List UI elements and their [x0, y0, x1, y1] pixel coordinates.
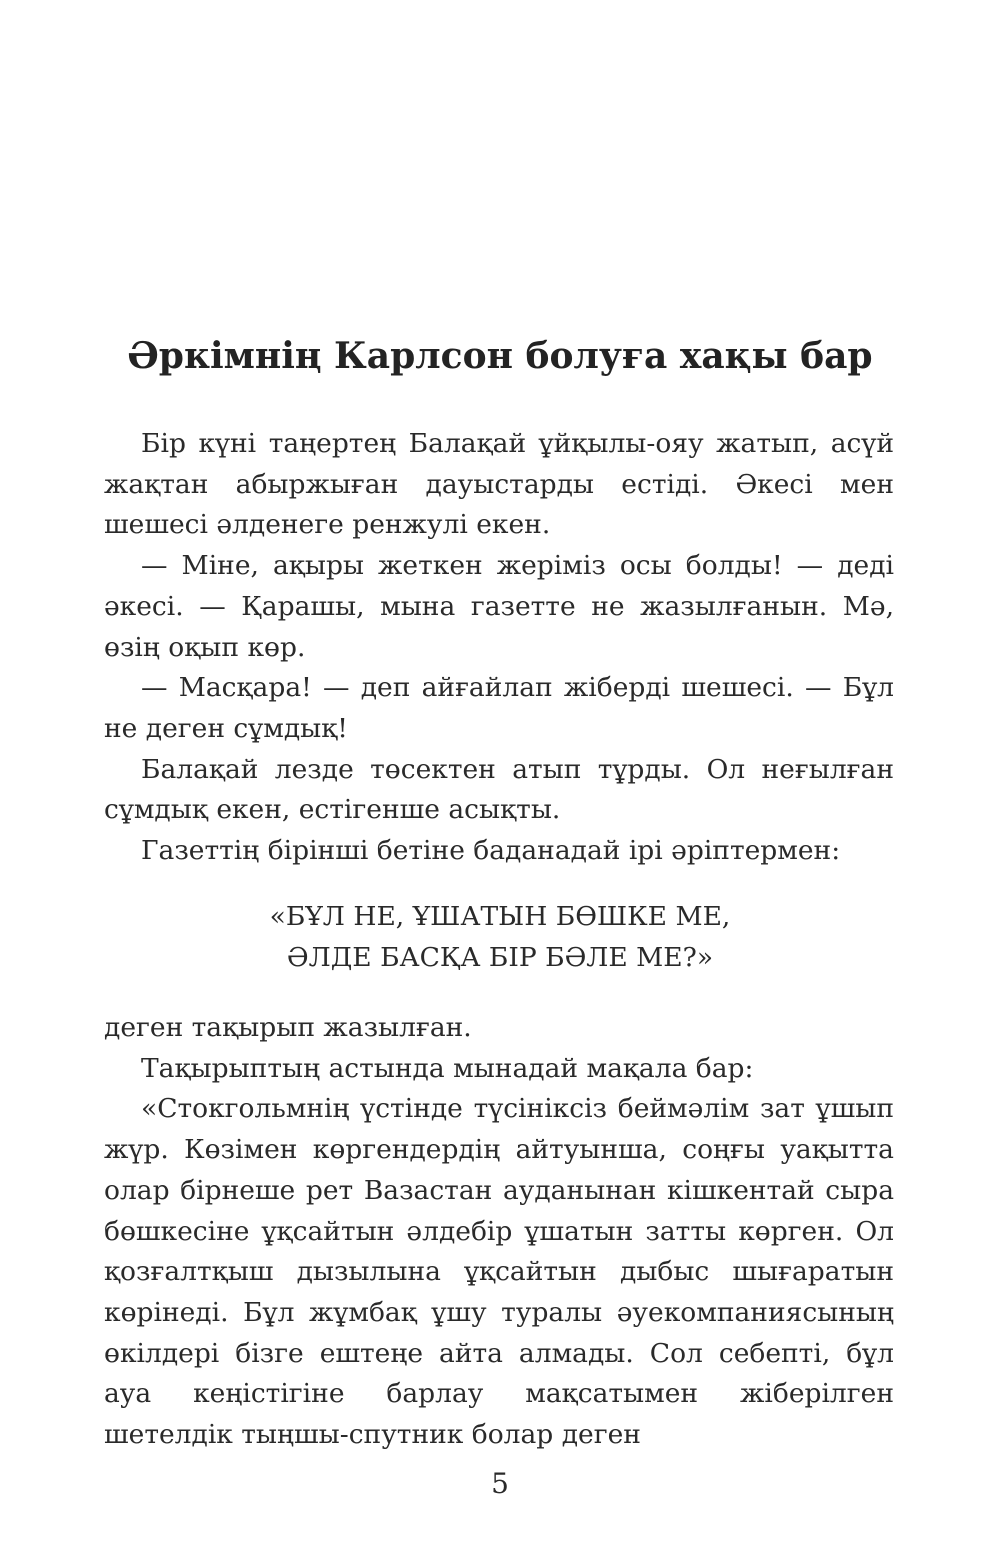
text-block-top [104, 424, 894, 872]
text-block-bottom [104, 1008, 894, 1456]
page-number: 5 [491, 1467, 509, 1500]
paragraph: Балақай лезде төсектен атып тұрды. Ол неғылған сұмдық екен, естігенше асықты. [104, 753, 894, 826]
headline-line: «БҰЛ НЕ, ҰШАТЫН БӨШКЕ МЕ, [269, 901, 731, 932]
paragraph: «Стокгольмнің үстінде түсініксіз беймәлім зат ұшып жүр. Көзімен көргендердің айтуынша, соңғы уақытта олар бірнеше рет Вазастан ауданынан кішкентай сыра бөшкесіне ұқсайтын әлдебір ұшатын затты көрген. Ол қозғалтқыш дызылына ұқсайтын дыбыс шығаратын көрінеді. Бұл жұмбақ ұшу туралы әуекомпаниясының өкілдері бізге ештеңе айта алмады. Сол себепті, бұл ауа кеңістігіне барлау мақсатымен жіберілген шетелдік тыңшы-спутник болар деген [104, 1093, 894, 1451]
newspaper-headline [0, 896, 1000, 978]
paragraph: — Міне, ақыры жеткен жеріміз осы болды! — деді әкесі. — Қарашы, мына газетте не жазылғанын. Мә, өзің оқып көр. [104, 550, 894, 663]
paragraph: — Масқара! — деп айғайлап жіберді шешесі. — Бұл не деген сұмдық! [104, 672, 894, 744]
paragraph: Тақырыптың астында мынадай мақала бар: [141, 1052, 754, 1084]
paragraph: Бір күні таңертең Балақай ұйқылы-ояу жатып, асүй жақтан абыржыған дауыстарды естіді. Әкесі мен шешесі әлденеге ренжулі екен. [104, 428, 894, 541]
paragraph: Газеттің бірінші бетіне баданадай ірі әріптермен: [141, 835, 841, 867]
paragraph: деген тақырып жазылған. [104, 1012, 472, 1043]
chapter-title: Әркімнің Карлсон болуға хақы бар [127, 335, 873, 377]
headline-line: ӘЛДЕ БАСҚА БІР БӘЛЕ МЕ?» [286, 942, 714, 973]
